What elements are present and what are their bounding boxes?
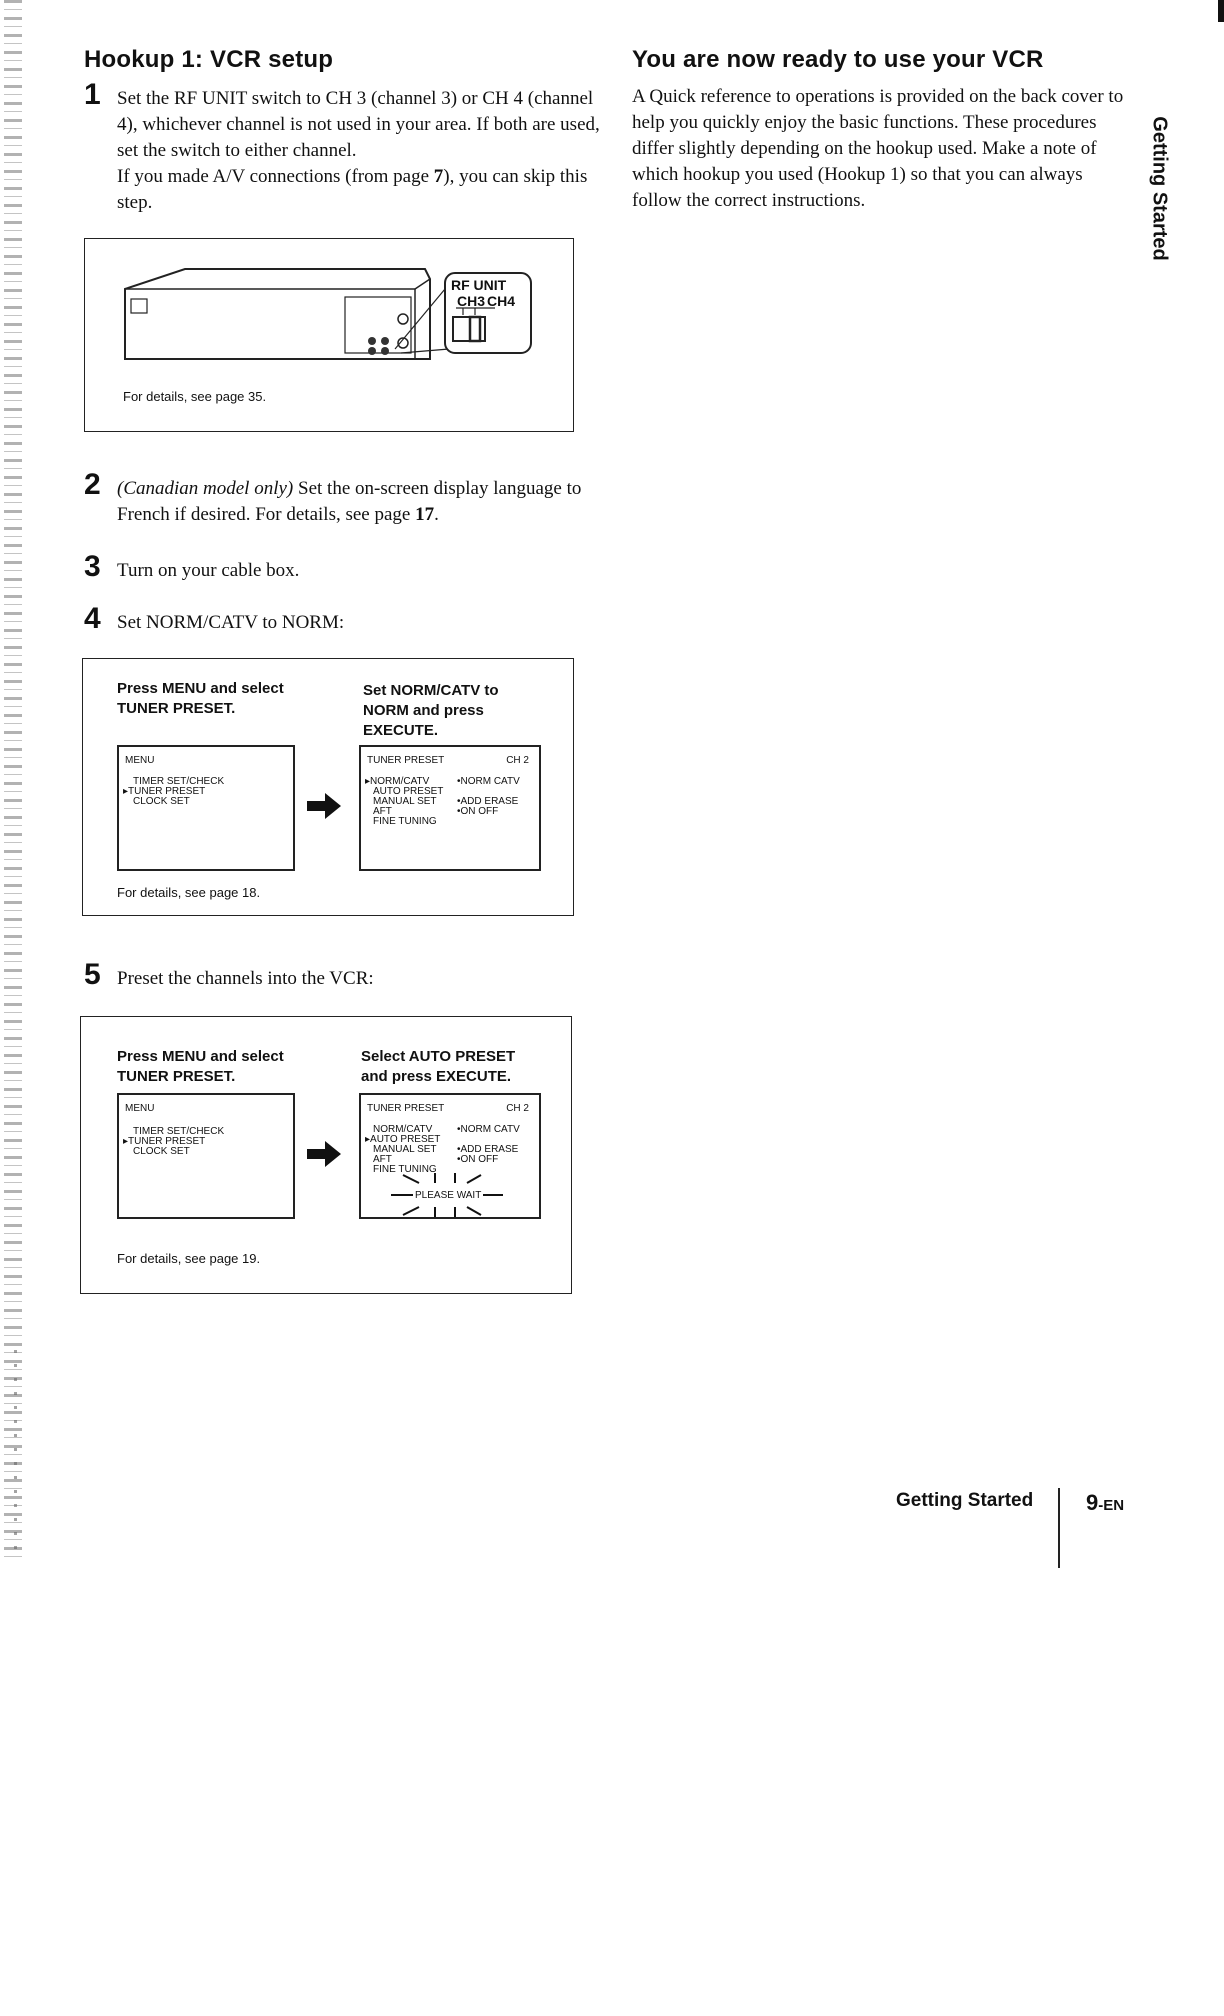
tuner-row: ▸AUTO PRESET — [365, 1134, 441, 1145]
step-3-text: Turn on your cable box. — [117, 560, 300, 581]
caption-left: Press MENU and select TUNER PRESET. — [117, 1048, 284, 1085]
figure-rf-unit — [84, 238, 574, 432]
page-number — [1086, 1490, 1124, 1516]
step-5-text: Preset the channels into the VCR: — [117, 968, 374, 989]
step-number: 5 — [84, 958, 101, 991]
page-number-value: 9 — [1086, 1490, 1099, 1515]
tuner-preset-screen — [359, 745, 541, 871]
arrow-right-icon — [307, 1141, 341, 1167]
figure-norm-catv — [82, 658, 574, 916]
ch4-label: CH4 — [487, 293, 516, 309]
tuner-option: •ADD ERASE — [457, 1144, 519, 1155]
caption-right: Set NORM/CATV to NORM and press EXECUTE. — [363, 682, 499, 739]
step-1-note: If you made A/V connections (from page — [117, 166, 434, 187]
screen-title: TUNER PRESET — [367, 1103, 445, 1114]
menu-item: ▸TUNER PRESET — [123, 786, 206, 797]
figure-note: For details, see page 18. — [117, 885, 261, 900]
step-number: 2 — [84, 468, 101, 501]
section-heading-hookup: Hookup 1: VCR setup — [84, 46, 334, 73]
step-1 — [84, 78, 604, 216]
punct: . — [434, 504, 439, 525]
ch3-label: CH3 — [457, 293, 486, 309]
step-5 — [84, 958, 374, 992]
step-1-note-end: ), you can skip this step. — [117, 166, 588, 213]
step-number: 4 — [84, 602, 101, 635]
rf-unit-label: RF UNIT — [451, 277, 507, 293]
tuner-row: AUTO PRESET — [373, 786, 444, 797]
step-4-text: Set NORM/CATV to NORM: — [117, 612, 345, 633]
arrow-right-icon — [307, 793, 341, 819]
page-ref: 17 — [415, 504, 435, 525]
tuner-option: •NORM CATV — [457, 776, 520, 787]
step-2-text: Set the on-screen display language to French if desired. For details, see page — [117, 478, 582, 525]
please-wait-text: PLEASE WAIT — [415, 1190, 482, 1201]
channel-indicator: CH 2 — [506, 755, 529, 766]
tuner-option: •ON OFF — [457, 806, 499, 817]
tuner-row: ▸NORM/CATV — [365, 776, 430, 787]
menu-item: CLOCK SET — [133, 796, 190, 807]
menu-screen — [117, 745, 295, 871]
tuner-option: •ON OFF — [457, 1154, 499, 1165]
footer-section-title: Getting Started — [896, 1490, 1034, 1511]
step-1-text: Set the RF UNIT switch to CH 3 (channel 3) or CH 4 (channel 4), whichever channel is not used in your area. If both are used, set the switch to either channel. — [117, 88, 600, 161]
tuner-option: •ADD ERASE — [457, 796, 519, 807]
model-note: (Canadian model only) — [117, 478, 294, 499]
tuner-option: •NORM CATV — [457, 1124, 520, 1135]
menu-title: MENU — [125, 1103, 155, 1114]
menu-title: MENU — [125, 755, 155, 766]
tuner-row: MANUAL SET — [373, 1144, 437, 1155]
page-ref: 7 — [433, 166, 444, 187]
footer-divider — [1058, 1488, 1060, 1568]
tuner-row: FINE TUNING — [373, 816, 437, 827]
screen-title: TUNER PRESET — [367, 755, 445, 766]
tuner-row: FINE TUNING — [373, 1164, 437, 1175]
figure-auto-preset — [80, 1016, 572, 1294]
step-number: 1 — [84, 78, 101, 111]
channel-indicator: CH 2 — [506, 1103, 529, 1114]
section-heading-ready: You are now ready to use your VCR — [632, 46, 1044, 73]
tuner-preset-screen — [359, 1093, 541, 1219]
page-corner-mark — [1218, 0, 1224, 22]
side-tab — [1142, 98, 1176, 278]
caption-right: Select AUTO PRESET and press EXECUTE. — [361, 1048, 516, 1085]
step-2 — [84, 468, 584, 528]
tuner-row: AFT — [373, 806, 392, 817]
side-tab-label: Getting Started — [1148, 115, 1171, 261]
menu-item: ▸TUNER PRESET — [123, 1136, 206, 1147]
quick-reference-paragraph: A Quick reference to operations is provided on the back cover to help you quickly enjoy the basic functions. These procedures differ slightly depending on the hookup used. Make a note of which hookup you used (Hookup 1) so that you can always follow the correct instructions. — [632, 86, 1124, 211]
scan-edge-artifact — [4, 0, 22, 1560]
menu-item: TIMER SET/CHECK — [133, 1126, 225, 1137]
tuner-row: AFT — [373, 1154, 392, 1165]
figure-note: For details, see page 35. — [123, 389, 267, 404]
tuner-row: MANUAL SET — [373, 796, 437, 807]
step-3 — [84, 550, 300, 584]
tuner-row: NORM/CATV — [373, 1124, 433, 1135]
step-4 — [84, 602, 345, 636]
menu-item: TIMER SET/CHECK — [133, 776, 225, 787]
menu-item: CLOCK SET — [133, 1146, 190, 1157]
figure-note: For details, see page 19. — [117, 1251, 261, 1266]
step-number: 3 — [84, 550, 101, 583]
page-suffix: -EN — [1098, 1497, 1125, 1514]
scan-edge-dots — [14, 1350, 17, 1550]
menu-screen — [117, 1093, 295, 1219]
vcr-rear-illustration — [85, 239, 575, 389]
caption-left: Press MENU and select TUNER PRESET. — [117, 680, 284, 717]
